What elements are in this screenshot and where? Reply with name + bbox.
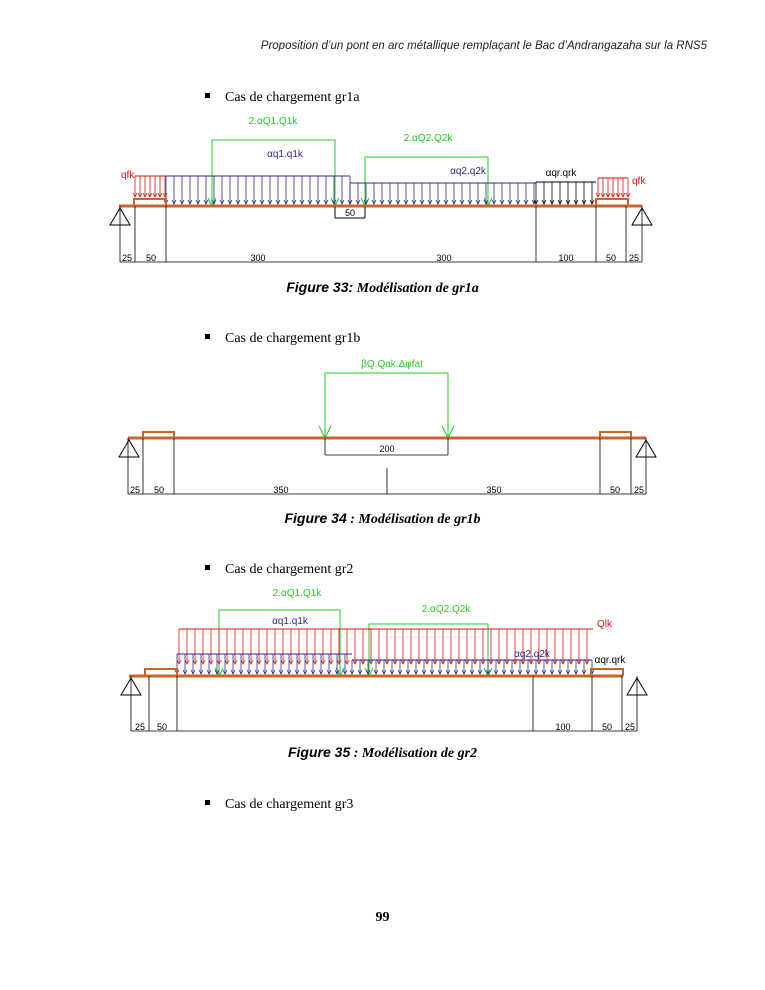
caption-figure-number: Figure 34: [284, 510, 347, 526]
qfk-right-load: [596, 178, 630, 197]
bullet-gr3: [205, 797, 353, 813]
q2k-bracket: [361, 157, 492, 206]
bullet-text: Cas de chargement gr1b: [225, 331, 361, 346]
bullet-gr1b: [205, 331, 360, 347]
q1k-bracket-label: 2.αQ1.Q1k: [272, 588, 322, 599]
caption-text: : Modélisation de gr2: [350, 746, 478, 761]
dim-label: 25: [624, 722, 636, 732]
running-header: Proposition d’un pont en arc métallique remplaçant le Bac d’Andrangazaha sur la RNS5: [260, 40, 707, 52]
dim-label: 100: [555, 722, 571, 732]
span-label: 200: [379, 444, 395, 454]
page-number: 99: [375, 910, 390, 925]
q1-distributed-load: [175, 654, 352, 674]
caption-text: Modélisation de gr1a: [353, 281, 479, 296]
qlk-label: Qlk: [597, 619, 612, 630]
q2k-bracket-label: 2.αQ2.Q2k: [421, 604, 471, 615]
dim-label: 25: [134, 722, 146, 732]
figure-caption-34: [0, 510, 765, 528]
dim-label: 300: [250, 253, 266, 263]
q1-udl-label: αq1.q1k: [267, 149, 303, 160]
bullet-square-icon: [205, 334, 210, 339]
load-bracket: [319, 373, 454, 438]
dim-label: 50: [153, 485, 165, 495]
caption-figure-number: Figure 33:: [286, 279, 354, 295]
q2k-bracket-label: 2.αQ2.Q2k: [403, 133, 453, 144]
dim-label: 25: [633, 485, 645, 495]
qfk-left-label: qfk: [121, 170, 135, 181]
dim-label: 25: [129, 485, 141, 495]
dim-label: 50: [145, 253, 157, 263]
dim-label: 25: [628, 253, 640, 263]
diagram-gr2: [121, 588, 647, 732]
dim-label: 350: [273, 485, 289, 495]
q1-udl-label: αq1.q1k: [272, 616, 308, 627]
q1-distributed-load: [164, 176, 352, 204]
dim-label: 25: [121, 253, 133, 263]
caption-text: : Modélisation de gr1b: [346, 512, 481, 527]
figure-caption-35: [0, 744, 765, 762]
q2-udl-label: αq2.q2k: [450, 166, 486, 177]
dim-label: 50: [605, 253, 617, 263]
qfk-left-load: [133, 176, 167, 197]
diagram-gr1b: [119, 359, 656, 495]
qfk-right-label: qfk: [632, 176, 646, 187]
bullet-text: Cas de chargement gr3: [225, 797, 354, 812]
left-support-icon: [119, 440, 139, 457]
bracket-label: βQ.Qak.Δφfat: [361, 359, 423, 370]
gap-label: 50: [344, 208, 356, 218]
qr-udl-label: αqr.qrk: [594, 655, 626, 666]
q2-distributed-load: [348, 183, 536, 204]
q1k-bracket-label: 2.αQ1.Q1k: [248, 116, 298, 127]
qr-udl-label: αqr.qrk: [545, 168, 577, 179]
bullet-text: Cas de chargement gr1a: [225, 90, 360, 105]
q2-udl-label: αq2.q2k: [514, 649, 550, 660]
dim-label: 300: [436, 253, 452, 263]
qr-distributed-load: [534, 182, 596, 204]
bullet-square-icon: [205, 565, 210, 570]
dim-label: 50: [609, 485, 621, 495]
bullet-text: Cas de chargement gr2: [225, 562, 354, 577]
dim-label: 350: [486, 485, 502, 495]
dim-label: 50: [156, 722, 168, 732]
dim-label: 100: [558, 253, 574, 263]
dim-label: 50: [601, 722, 613, 732]
bullet-gr2: [205, 562, 353, 578]
figure-caption-33: [0, 279, 765, 297]
bullet-square-icon: [205, 800, 210, 805]
caption-figure-number: Figure 35: [287, 744, 351, 760]
